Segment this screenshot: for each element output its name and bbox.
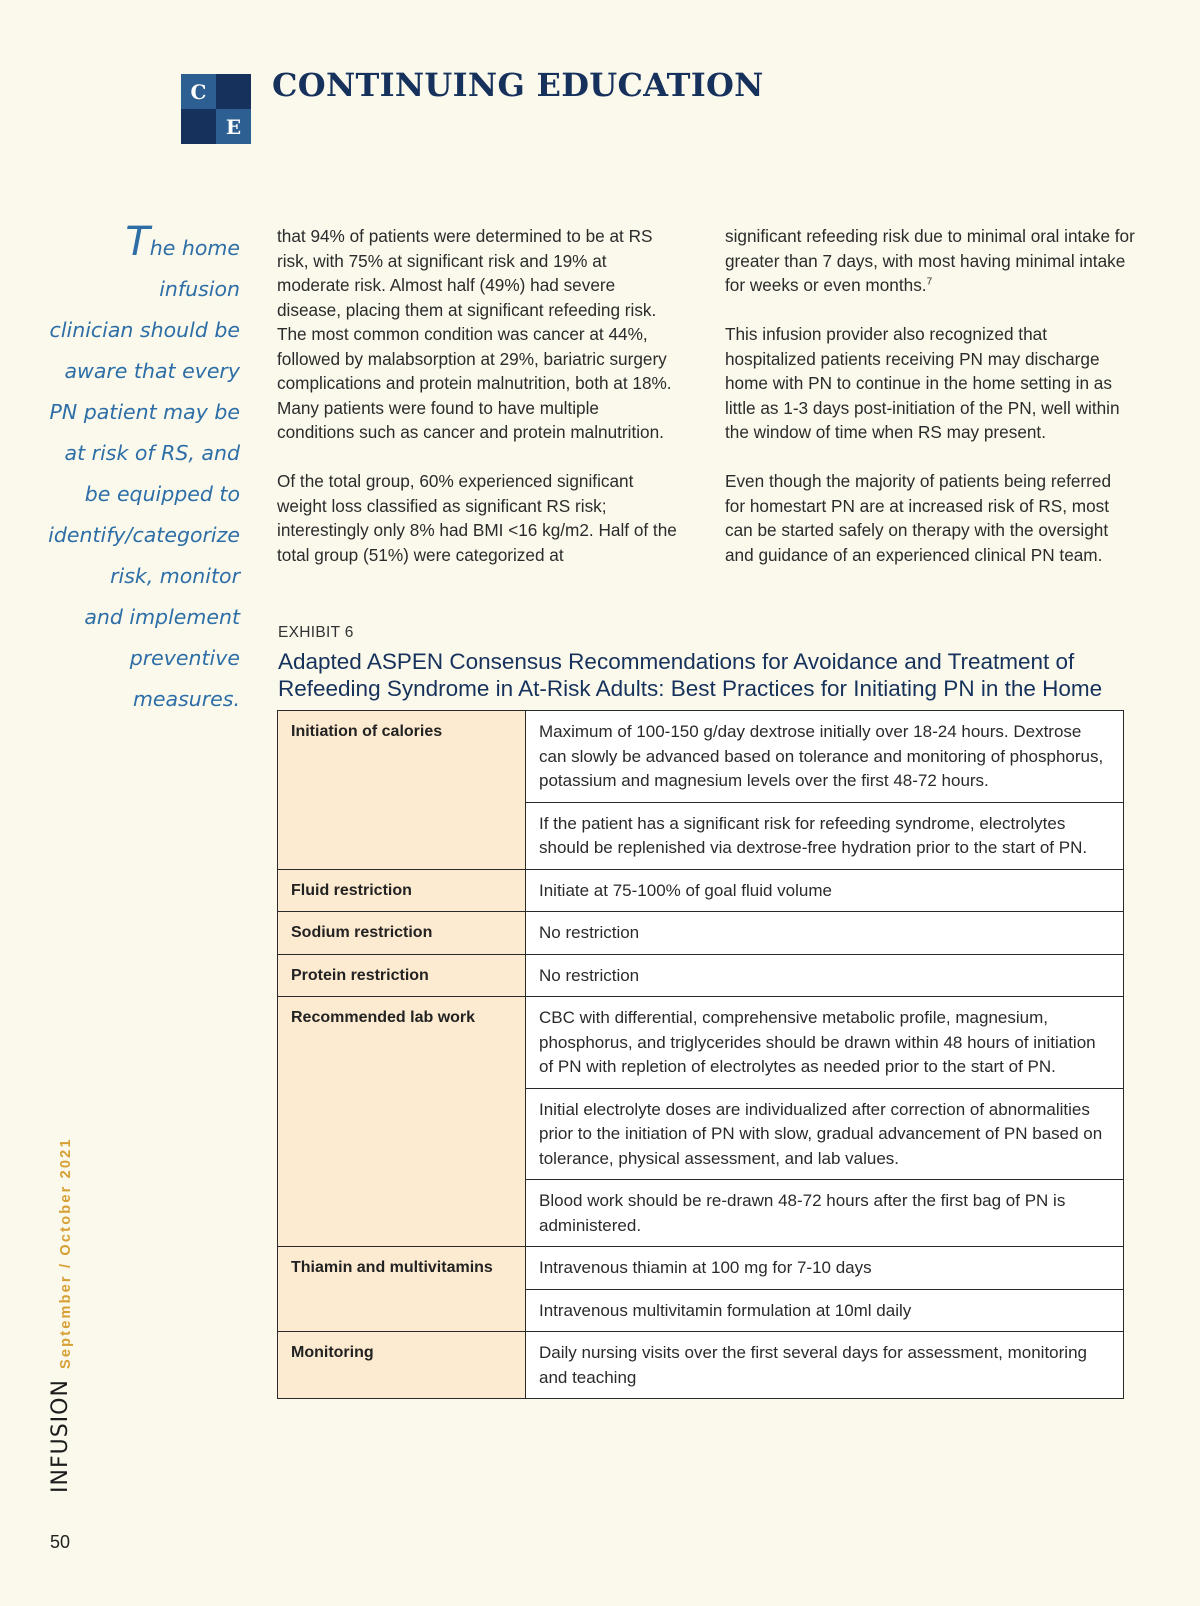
section-title: CONTINUING EDUCATION <box>272 66 764 104</box>
magazine-brand: INFUSION <box>48 1379 73 1493</box>
row-label: Monitoring <box>278 1332 526 1399</box>
page-number: 50 <box>50 1532 71 1552</box>
row-value: Initial electrolyte doses are individualized after correction of abnormalities prior to the initiation of PN with slow, gradual advancement of PN based on tolerance, physical assessment, and lab values. <box>526 1088 1124 1180</box>
row-value: CBC with differential, comprehensive metabolic profile, magnesium, phosphorus, and triglycerides should be drawn within 48 hours of initiation of PN with repletion of electrolytes as needed prior to the start of PN. <box>526 997 1124 1089</box>
body-paragraph: This infusion provider also recognized that hospitalized patients receiving PN may discharge home with PN to continue in the home setting in as little as 1-3 days post-initiation of the PN, well within the window of time when RS may present. <box>725 324 1120 442</box>
table-row <box>278 869 1124 912</box>
body-paragraph: that 94% of patients were determined to be at RS risk, with 75% at significant risk and 19% at moderate risk. Almost half (49%) had severe disease, placing them at significant refeeding risk. The most common condition was cancer at 44%, followed by malabsorption at 29%, bariatric surgery complications and protein malnutrition, both at 18%. Many patients were found to have multiple conditions such as cancer and protein malnutrition. <box>277 226 672 442</box>
body-column-left <box>277 224 677 592</box>
exhibit-label: EXHIBIT 6 <box>278 624 354 641</box>
ce-logo <box>181 74 251 144</box>
footnote-ref: 7 <box>926 276 933 288</box>
body-column-right <box>725 224 1135 592</box>
body-paragraph: Of the total group, 60% experienced significant weight loss classified as significant RS risk; interestingly only 8% had BMI <16 kg/m2. Half of the total group (51%) were categorized at <box>277 471 677 565</box>
row-value: If the patient has a significant risk for refeeding syndrome, electrolytes should be replenished via dextrose-free hydration prior to the start of PN. <box>526 802 1124 869</box>
table-row <box>278 954 1124 997</box>
row-label: Protein restriction <box>278 954 526 997</box>
table-row <box>278 711 1124 803</box>
pull-quote: The home infusion clinician should be aware that every PN patient may be at risk of RS, and be equipped to identify/categorize risk, monitor and implement preventive measures. <box>48 219 240 711</box>
row-value: No restriction <box>526 954 1124 997</box>
row-value: No restriction <box>526 912 1124 955</box>
row-value: Initiate at 75-100% of goal fluid volume <box>526 869 1124 912</box>
row-label: Recommended lab work <box>278 997 526 1247</box>
logo-letter-e: E <box>216 109 251 144</box>
exhibit-title: Adapted ASPEN Consensus Recommendations for Avoidance and Treatment of Refeeding Syndrome in At-Risk Adults: Best Practices for Initiating PN in the Home <box>278 649 1103 701</box>
row-value: Maximum of 100-150 g/day dextrose initially over 18-24 hours. Dextrose can slowly be advanced based on tolerance and monitoring of phosphorus, potassium and magnesium levels over the first 48-72 hours. <box>526 711 1124 803</box>
row-value: Blood work should be re-drawn 48-72 hours after the first bag of PN is administered. <box>526 1180 1124 1247</box>
row-label: Sodium restriction <box>278 912 526 955</box>
row-label: Fluid restriction <box>278 869 526 912</box>
issue-date: September / October 2021 <box>58 1137 74 1369</box>
row-value: Daily nursing visits over the first several days for assessment, monitoring and teaching <box>526 1332 1124 1399</box>
drop-cap: T <box>125 219 150 265</box>
body-paragraph: Even though the majority of patients being referred for homestart PN are at increased risk of RS, most can be started safely on therapy with the oversight and guidance of an experienced clinical PN team. <box>725 471 1111 565</box>
logo-letter-c: C <box>181 74 216 109</box>
table-row <box>278 1247 1124 1290</box>
row-value: Intravenous thiamin at 100 mg for 7-10 days <box>526 1247 1124 1290</box>
row-label: Thiamin and multivitamins <box>278 1247 526 1332</box>
table-row <box>278 912 1124 955</box>
table-row <box>278 1332 1124 1399</box>
row-value: Intravenous multivitamin formulation at 10ml daily <box>526 1289 1124 1332</box>
row-label: Initiation of calories <box>278 711 526 870</box>
table-row <box>278 997 1124 1089</box>
recommendations-table <box>277 710 1124 1399</box>
body-paragraph: significant refeeding risk due to minimal oral intake for greater than 7 days, with most having minimal intake for weeks or even months.$^7$ <box>725 226 1135 295</box>
